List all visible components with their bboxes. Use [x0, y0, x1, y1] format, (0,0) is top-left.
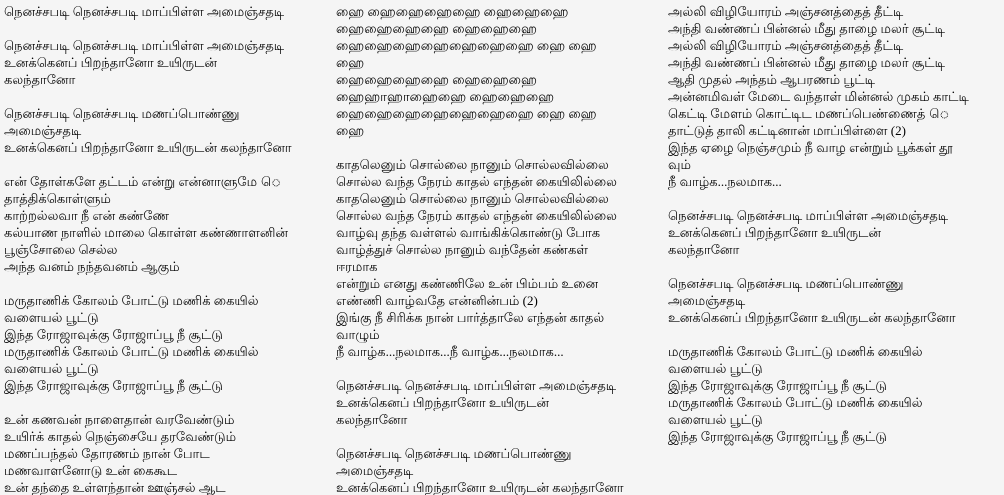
lyric-line: ஈரமாக — [336, 259, 378, 274]
lyric-line: வளையல் பூட்டு — [668, 412, 763, 427]
lyric-line: கல்யாண நாளில் மாலை கொள்ள கண்ணாளனின் — [4, 225, 288, 240]
lyric-line: உன் கணவன் நாளைதான் வரவேண்டும் — [4, 412, 235, 427]
lyric-line: கலந்தானோ — [668, 242, 740, 257]
lyric-line: அந்தி வண்ணப் பின்னல் மீது தாழை மலர் சூட்டி — [668, 21, 945, 36]
stanza — [336, 3, 668, 139]
lyric-line: நெனச்சபடி நெனச்சபடி மாப்பிள்ள அமைஞ்சதடி — [4, 4, 285, 19]
lyric-line: அமைஞ்சதடி — [668, 293, 746, 308]
lyric-line: என் தோள்களே தட்டம் என்று என்னாளுமே ெ — [4, 174, 282, 189]
stanza — [668, 3, 1000, 190]
lyric-line: அல்லி விழியோரம் அஞ்சனத்தைத் தீட்டி — [668, 38, 904, 53]
lyric-line: உனக்கெனப் பிறந்தானோ உயிருடன் — [4, 55, 218, 70]
lyric-line: ஹைஹைஹைஹைஹைஹைஹை ஹை ஹை — [336, 106, 597, 121]
lyric-line: ஹைஹைஹைஹை ஹைஹைஹை — [336, 21, 537, 36]
lyric-line: இந்த ரோஜாவுக்கு ரோஜாப்பூ நீ சூட்டு — [668, 378, 887, 393]
lyric-line: வும் — [668, 157, 691, 172]
lyrics-column-2 — [336, 3, 668, 495]
lyric-line: அந்தி வண்ணப் பின்னல் மீது தாழை மலர் சூட்டி — [668, 55, 945, 70]
lyric-line: வாழ்த்துச் சொல்ல நானும் வந்தேன் கண்கள் — [336, 242, 588, 257]
lyric-line: இந்த ரோஜாவுக்கு ரோஜாப்பூ நீ சூட்டு — [668, 429, 887, 444]
lyric-line: மருதாணிக் கோலம் போட்டு மணிக் கையில் — [4, 344, 259, 359]
lyric-line: வாழும் — [336, 327, 380, 342]
lyric-line: சொல்ல வந்த நேரம் காதல் எந்தன் கையிலில்லை — [336, 208, 617, 223]
lyric-line: காதலெனும் சொல்லை நானும் சொல்லவில்லை — [336, 191, 609, 206]
lyric-line: இந்த ரோஜாவுக்கு ரோஜாப்பூ நீ சூட்டு — [4, 327, 223, 342]
lyric-line: உன் தந்தை உள்ளந்தான் ஊஞ்சல் ஆட — [4, 480, 226, 495]
lyric-line: உனக்கெனப் பிறந்தானோ உயிருடன் கலந்தானோ — [336, 480, 624, 495]
lyric-line: மருதாணிக் கோலம் போட்டு மணிக் கையில் — [668, 344, 923, 359]
lyric-line: மணப்பந்தல் தோரணம் நான் போட — [4, 446, 210, 461]
lyric-line: காதலெனும் சொல்லை நானும் சொல்லவில்லை — [336, 157, 609, 172]
lyric-line: உயிர்க் காதல் நெஞ்சையே தரவேண்டும் — [4, 429, 237, 444]
lyric-line: எண்ணி வாழ்வதே என்னின்பம் (2) — [336, 293, 538, 308]
lyric-line: நெனச்சபடி நெனச்சபடி மாப்பிள்ள அமைஞ்சதடி — [4, 38, 285, 53]
lyric-line: இங்கு நீ சிரிக்க நான் பார்த்தாலே எந்தன் காதல் — [336, 310, 605, 325]
lyric-line: ஆதி முதல் அந்தம் ஆபரணம் பூட்டி — [668, 72, 876, 87]
lyric-line: நெனச்சபடி நெனச்சபடி மணப்பொண்ணு — [4, 106, 240, 121]
lyrics-column-1 — [4, 3, 336, 495]
lyric-line: உனக்கெனப் பிறந்தானோ உயிருடன் கலந்தானோ — [668, 310, 956, 325]
lyric-line: வளையல் பூட்டு — [668, 361, 763, 376]
stanza — [4, 3, 336, 20]
stanza — [668, 275, 1000, 326]
stanza — [4, 37, 336, 88]
lyric-line: கலந்தானோ — [4, 72, 76, 87]
lyric-line: மருதாணிக் கோலம் போட்டு மணிக் கையில் — [4, 293, 259, 308]
lyric-line: அல்லி விழியோரம் அஞ்சனத்தைத் தீட்டி — [668, 4, 904, 19]
lyric-line: தாத்திக்கொள்ளும் — [4, 191, 111, 206]
lyric-line: தாட்டுத் தாலி கட்டினான் மாப்பிள்ளை (2) — [668, 123, 906, 138]
lyric-line: கெட்டி மேளம் கொட்டிட மணப்பெண்ணைத் ெ — [668, 106, 950, 121]
lyric-line: அந்த வனம் நந்தவனம் ஆகும் — [4, 259, 180, 274]
lyric-line: நீ வாழ்க...நலமாக...நீ வாழ்க...நலமாக... — [336, 344, 564, 359]
lyric-line: ஹை — [336, 123, 365, 138]
stanza — [4, 411, 336, 495]
lyric-line: கலந்தானோ — [336, 412, 408, 427]
lyric-line: அன்னமிவள் மேடை வந்தாள் மின்னல் முகம் காட்டி — [668, 89, 969, 104]
lyric-line: வாழ்வு தந்த வள்ளல் வாங்கிக்கொண்டு போக — [336, 225, 601, 240]
lyric-line: என்றும் எனது கண்ணிலே உன் பிம்பம் உனை — [336, 276, 599, 291]
stanza — [4, 173, 336, 275]
stanza — [4, 105, 336, 156]
lyric-line: மணவாளனோடு உன் கைகூட — [4, 463, 178, 478]
stanza — [336, 377, 668, 428]
lyric-line: ஹைஹாஹாஹைஹை ஹைஹைஹை — [336, 89, 555, 104]
lyric-line: அமைஞ்சதடி — [4, 123, 82, 138]
stanza — [668, 207, 1000, 258]
lyric-line: ஹை — [336, 55, 365, 70]
lyric-line: வளையல் பூட்டு — [4, 361, 99, 376]
lyric-line: ஹை ஹைஹைஹைஹை ஹைஹைஹை — [336, 4, 569, 19]
lyric-line: நெனச்சபடி நெனச்சபடி மணப்பொண்ணு — [668, 276, 904, 291]
lyric-line: காற்றல்லவா நீ என் கண்ணே — [4, 208, 170, 223]
lyric-line: நெனச்சபடி நெனச்சபடி மாப்பிள்ள அமைஞ்சதடி — [336, 378, 617, 393]
lyric-line: உனக்கெனப் பிறந்தானோ உயிருடன் — [336, 395, 550, 410]
lyric-line: நீ வாழ்க...நலமாக... — [668, 174, 782, 189]
lyric-line: ஹைஹைஹைஹைஹைஹைஹை ஹை ஹை — [336, 38, 597, 53]
lyric-line: உனக்கெனப் பிறந்தானோ உயிருடன் — [668, 225, 882, 240]
lyric-line: நெனச்சபடி நெனச்சபடி மணப்பொண்ணு — [336, 446, 572, 461]
stanza — [336, 156, 668, 360]
lyric-line: அமைஞ்சதடி — [336, 463, 414, 478]
lyric-line: வளையல் பூட்டு — [4, 310, 99, 325]
stanza — [4, 292, 336, 394]
lyric-line: பூஞ்சோலை செல்ல — [4, 242, 118, 257]
lyric-line: இந்த ரோஜாவுக்கு ரோஜாப்பூ நீ சூட்டு — [4, 378, 223, 393]
lyric-line: இந்த ஏழை நெஞ்சமும் நீ வாழ என்றும் பூக்கள் தூ — [668, 140, 953, 155]
stanza — [668, 343, 1000, 445]
lyric-line: உனக்கெனப் பிறந்தானோ உயிருடன் கலந்தானோ — [4, 140, 292, 155]
lyric-line: மருதாணிக் கோலம் போட்டு மணிக் கையில் — [668, 395, 923, 410]
lyric-line: ஹைஹைஹைஹை ஹைஹைஹை — [336, 72, 537, 87]
stanza — [336, 445, 668, 495]
lyric-line: சொல்ல வந்த நேரம் காதல் எந்தன் கையிலில்லை — [336, 174, 617, 189]
lyrics-column-3 — [668, 3, 1000, 495]
lyric-line: நெனச்சபடி நெனச்சபடி மாப்பிள்ள அமைஞ்சதடி — [668, 208, 949, 223]
